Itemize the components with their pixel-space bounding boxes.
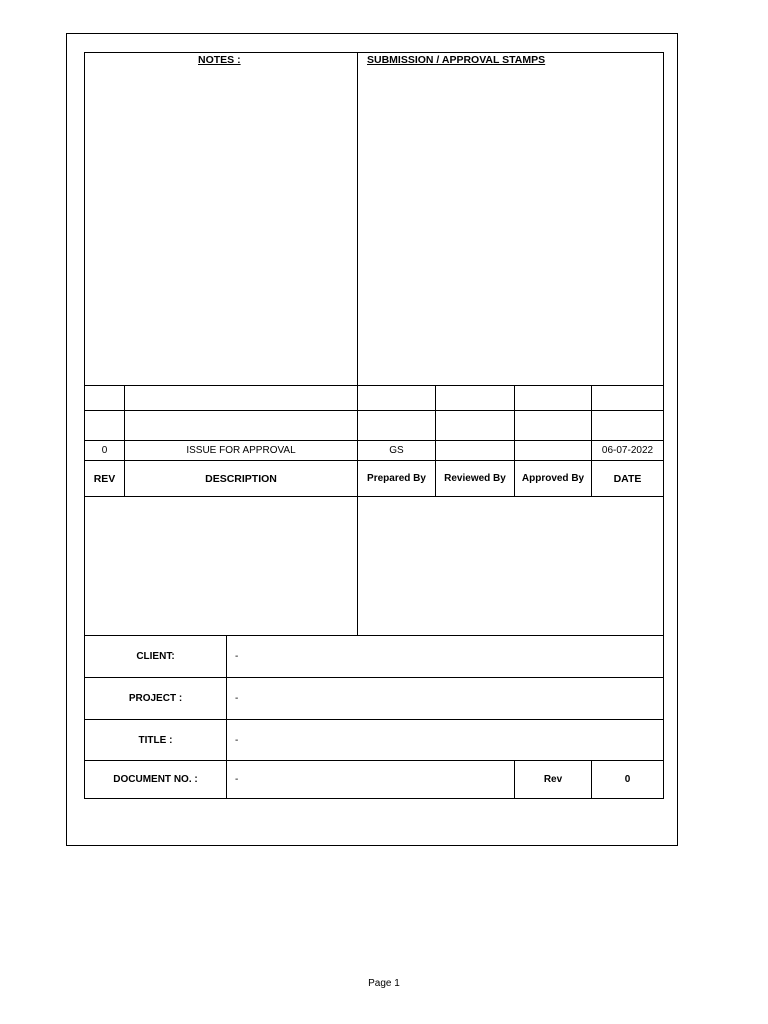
description-cell [125,411,357,440]
title-value: - [235,734,239,746]
date-cell [592,411,663,440]
notes-heading: NOTES : [198,54,241,66]
project-value: - [235,693,239,704]
date-cell [592,386,663,410]
title-label: TITLE : [138,734,173,746]
date-header: DATE [613,472,642,485]
prepared-by-cell [358,411,435,440]
prepared-by-cell [358,386,435,410]
document-no-label: DOCUMENT NO. : [113,774,198,785]
prepared-by-header: Prepared By [367,473,426,484]
stamps-heading: SUBMISSION / APPROVAL STAMPS [367,54,546,66]
rev-table-bottom-line [85,496,663,497]
description-cell: ISSUE FOR APPROVAL [186,445,296,456]
rev-header: REV [93,472,116,485]
reviewed-by-header: Reviewed By [444,473,506,484]
client-value: - [235,651,239,662]
approved-by-cell [515,411,591,440]
date-cell: 06-07-2022 [601,445,654,456]
approved-by-cell [515,441,591,460]
prepared-by-cell: GS [389,445,404,456]
approved-by-cell [515,386,591,410]
rev-cell [85,386,124,410]
description-cell [125,386,357,410]
client-label: CLIENT: [136,651,175,662]
rev-value: 0 [624,774,631,785]
page-number: Page 1 [368,978,400,989]
project-label: PROJECT : [128,693,183,704]
description-header: DESCRIPTION [205,472,277,485]
rev-cell [85,411,124,440]
reviewed-by-cell [436,386,514,410]
rev-label: Rev [543,774,563,785]
reviewed-by-cell [436,411,514,440]
reviewed-by-cell [436,441,514,460]
title-block-sheet [84,52,664,799]
document-no-value: - [235,774,239,785]
notes-stamps-divider [357,53,358,635]
approved-by-header: Approved By [521,473,585,484]
rev-cell: 0 [101,445,108,456]
